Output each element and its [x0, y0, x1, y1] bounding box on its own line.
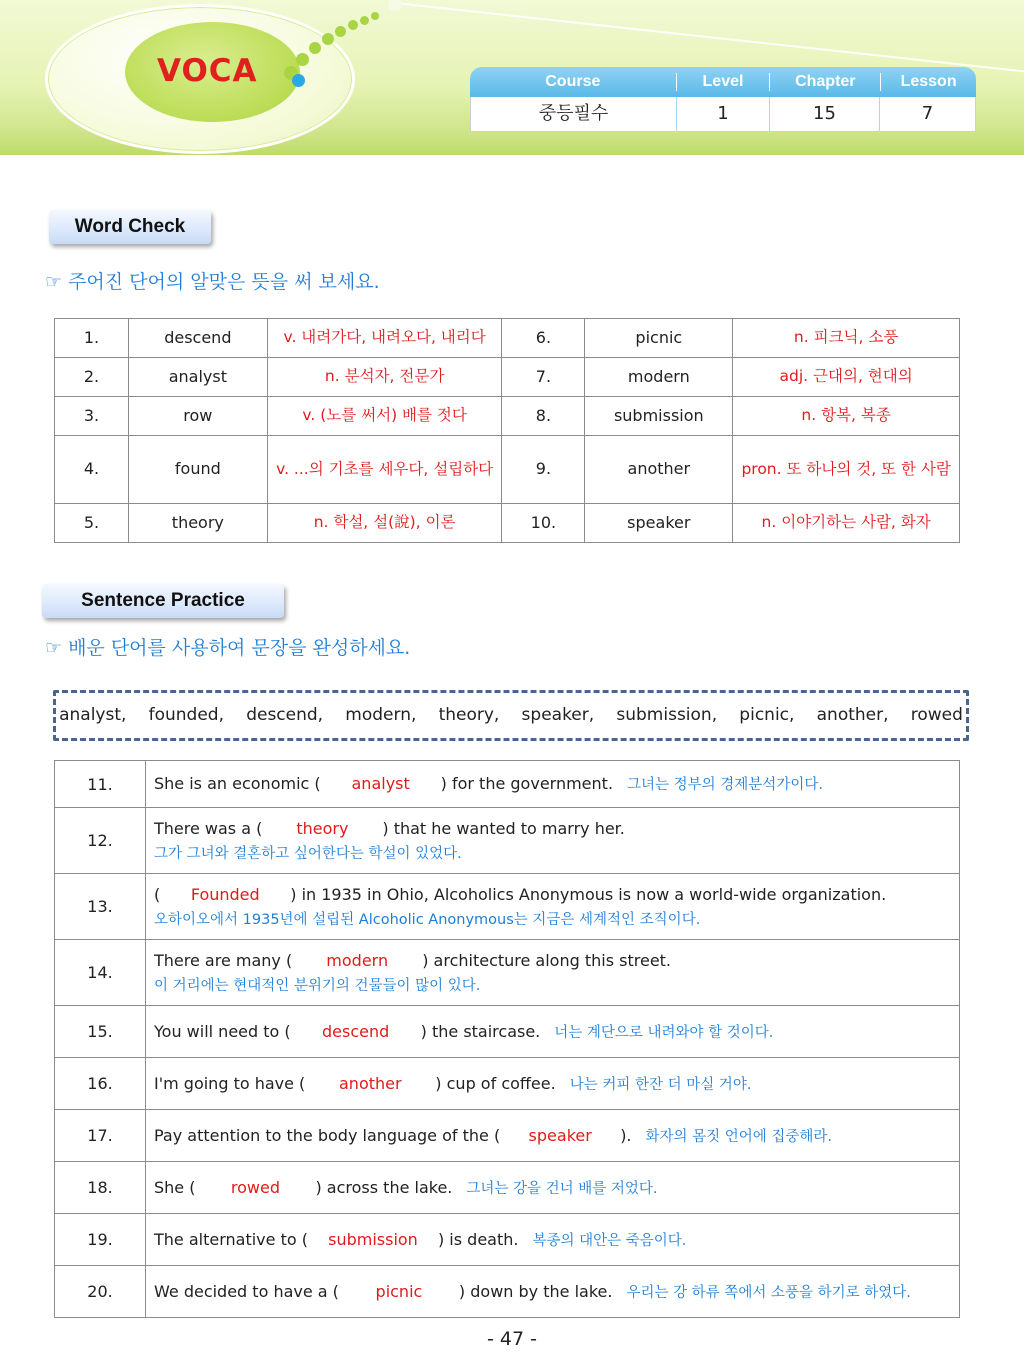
info-value-level: 1: [677, 97, 770, 131]
sentence-post: ) across the lake.: [315, 1177, 453, 1197]
sentence-post: ) in 1935 in Ohio, Alcoholics Anonymous is now a world-wide organization.: [290, 884, 887, 904]
answer-blank: picnic: [375, 1281, 423, 1301]
sentence-post: ) architecture along this street.: [422, 950, 672, 970]
answer-blank: modern: [326, 950, 389, 970]
sentence-cell: [146, 1058, 960, 1110]
page-number: - 47 -: [487, 1328, 537, 1350]
sentence-cell: [146, 761, 960, 808]
sentence-pre: Pay attention to the body language of the (: [154, 1125, 501, 1145]
info-header-lesson: Lesson: [900, 73, 957, 90]
sentence-cell: [146, 874, 960, 940]
sentence-number: 16.: [55, 1058, 146, 1110]
sentence-cell: [146, 1266, 960, 1318]
word-row: [55, 319, 960, 358]
sentence-number: 13.: [55, 874, 146, 940]
logo-dot: [348, 20, 358, 30]
word-row: [55, 358, 960, 397]
sentence-line: [154, 815, 959, 842]
sentence-cell: [146, 1214, 960, 1266]
sentence-practice-table: [54, 760, 960, 1318]
word-meaning: v. 내려가다, 내려오다, 내리다: [267, 319, 502, 358]
word-english: descend: [128, 319, 267, 358]
sentence-pre: We decided to have a (: [154, 1281, 339, 1301]
answer-blank: Founded: [190, 884, 260, 904]
header-decor-dot: [388, 0, 402, 11]
sentence-pre: There was a (: [154, 818, 263, 838]
sentence-row: [55, 1214, 960, 1266]
logo-dot: [371, 12, 379, 20]
word-number: 3.: [55, 397, 129, 436]
word-number: 10.: [502, 504, 585, 543]
word-meaning: n. 항복, 복종: [733, 397, 960, 436]
answer-blank: analyst: [351, 774, 410, 794]
word-meaning: n. 피크닉, 소풍: [733, 319, 960, 358]
sentence-line: [154, 1226, 959, 1254]
sentence-line: [154, 947, 959, 974]
word-bank-text: analyst, founded, descend, modern, theory, speaker, submission, picnic, another, rowed: [59, 705, 963, 725]
sentence-row: [55, 1266, 960, 1318]
word-number: 6.: [502, 319, 585, 358]
word-number: 5.: [55, 504, 129, 543]
info-value-chapter: 15: [770, 97, 880, 131]
sentence-post: ) that he wanted to marry her.: [382, 818, 625, 838]
voca-logo: VOCA: [157, 53, 258, 89]
korean-translation: 나는 커피 한잔 더 마실 거야.: [569, 1076, 752, 1093]
answer-blank: descend: [322, 1021, 390, 1041]
word-number: 7.: [502, 358, 585, 397]
word-english: picnic: [585, 319, 733, 358]
word-english: analyst: [128, 358, 267, 397]
info-value-lesson: 7: [921, 103, 934, 124]
sentence-pre: There are many (: [154, 950, 293, 970]
sentence-number: 19.: [55, 1214, 146, 1266]
word-meaning: v. ...의 기초를 세우다, 설립하다: [267, 436, 502, 504]
sentence-post: ) the staircase.: [420, 1021, 541, 1041]
sentence-line: [154, 1018, 959, 1046]
sentence-pre: She (: [154, 1177, 196, 1197]
word-meaning: n. 학설, 설(說), 이론: [267, 504, 502, 543]
word-english: row: [128, 397, 267, 436]
word-meaning: n. 분석자, 전문가: [267, 358, 502, 397]
answer-blank: another: [339, 1073, 402, 1093]
word-number: 2.: [55, 358, 129, 397]
sentence-number: 11.: [55, 761, 146, 808]
sentence-row: [55, 1058, 960, 1110]
sentence-post: ) cup of coffee.: [435, 1073, 556, 1093]
sentence-line: [154, 1174, 959, 1202]
course-info-box: [470, 67, 976, 132]
sentence-line: [154, 881, 959, 908]
answer-blank: theory: [296, 818, 349, 838]
word-bank-box: [53, 690, 969, 741]
word-meaning: v. (노를 써서) 배를 젓다: [267, 397, 502, 436]
sentence-row: [55, 1110, 960, 1162]
answer-blank: rowed: [230, 1177, 281, 1197]
info-value-course: 중등필수: [471, 97, 677, 131]
korean-translation: 오하이오에서 1935년에 설립된 Alcoholic Anonymous는 지금은 세계적인 조직이다.: [154, 911, 701, 928]
word-check-label: Word Check: [49, 210, 211, 244]
sentence-number: 20.: [55, 1266, 146, 1318]
word-check-table: [54, 318, 960, 543]
sentence-pre: You will need to (: [154, 1021, 291, 1041]
header-decor-line: [395, 2, 1024, 73]
sentence-row: [55, 808, 960, 874]
sentence-cell: [146, 940, 960, 1006]
sentence-line: [154, 1278, 959, 1306]
korean-translation: 그녀는 정부의 경제분석가이다.: [627, 777, 823, 794]
korean-translation: 너는 계단으로 내려와야 할 것이다.: [554, 1024, 774, 1041]
korean-translation: 이 거리에는 현대적인 분위기의 건물들이 많이 있다.: [154, 977, 481, 994]
sentence-cell: [146, 1006, 960, 1058]
sentence-post: ) for the government.: [440, 774, 614, 794]
sentence-line: [154, 1122, 959, 1150]
sentence-number: 15.: [55, 1006, 146, 1058]
word-english: another: [585, 436, 733, 504]
sentence-pre: I'm going to have (: [154, 1073, 306, 1093]
sentence-pre: The alternative to (: [154, 1229, 308, 1249]
korean-translation: 그가 그녀와 결혼하고 싶어한다는 학설이 있었다.: [154, 845, 462, 862]
logo-dot: [296, 53, 309, 66]
word-meaning: pron. 또 하나의 것, 또 한 사람: [733, 436, 960, 504]
word-english: theory: [128, 504, 267, 543]
sentence-cell: [146, 1162, 960, 1214]
logo-dot: [335, 26, 346, 37]
sentence-post: ).: [620, 1125, 632, 1145]
sentence-line: [154, 770, 959, 798]
korean-translation: 화자의 몸짓 언어에 집중해라.: [645, 1128, 833, 1145]
sentence-pre: She is an economic (: [154, 774, 321, 794]
answer-blank: speaker: [528, 1125, 592, 1145]
word-check-instruction: ☞ 주어진 단어의 알맞은 뜻을 써 보세요.: [45, 271, 380, 293]
word-meaning: n. 이야기하는 사람, 화자: [733, 504, 960, 543]
sentence-cell: [146, 808, 960, 874]
korean-translation: 그녀는 강을 건너 배를 저었다.: [466, 1180, 658, 1197]
sentence-line: [154, 1070, 959, 1098]
korean-translation: 우리는 강 하류 쪽에서 소풍을 하기로 하였다.: [626, 1284, 911, 1301]
sentence-number: 18.: [55, 1162, 146, 1214]
word-row: [55, 436, 960, 504]
sentence-row: [55, 940, 960, 1006]
sentence-cell: [146, 1110, 960, 1162]
sentence-row: [55, 1006, 960, 1058]
korean-translation: 복종의 대안은 죽음이다.: [532, 1232, 687, 1249]
word-number: 8.: [502, 397, 585, 436]
answer-blank: submission: [328, 1229, 418, 1249]
logo-dot: [360, 16, 369, 25]
sentence-row: [55, 1162, 960, 1214]
word-meaning: adj. 근대의, 현대의: [733, 358, 960, 397]
info-header-level: Level: [702, 73, 744, 90]
sentence-pre: (: [154, 884, 161, 904]
word-english: submission: [585, 397, 733, 436]
sentence-number: 14.: [55, 940, 146, 1006]
word-english: speaker: [585, 504, 733, 543]
course-info-values: [470, 97, 976, 132]
logo-dot: [322, 33, 334, 45]
page-header: [0, 0, 1024, 155]
sentence-practice-label: Sentence Practice: [42, 584, 284, 618]
word-english: found: [128, 436, 267, 504]
word-number: 9.: [502, 436, 585, 504]
sentence-post: ) down by the lake.: [458, 1281, 613, 1301]
word-number: 4.: [55, 436, 129, 504]
logo-dot: [309, 42, 321, 54]
sentence-row: [55, 761, 960, 808]
word-english: modern: [585, 358, 733, 397]
logo-blue-dot: [292, 74, 305, 87]
info-header-chapter: Chapter: [795, 73, 856, 90]
word-row: [55, 504, 960, 543]
sentence-number: 17.: [55, 1110, 146, 1162]
sentence-post: ) is death.: [437, 1229, 519, 1249]
sentence-row: [55, 874, 960, 940]
word-row: [55, 397, 960, 436]
word-number: 1.: [55, 319, 129, 358]
course-info-header: [470, 67, 976, 97]
sentence-practice-instruction: ☞ 배운 단어를 사용하여 문장을 완성하세요.: [45, 637, 411, 659]
info-header-course: Course: [545, 73, 601, 90]
sentence-number: 12.: [55, 808, 146, 874]
